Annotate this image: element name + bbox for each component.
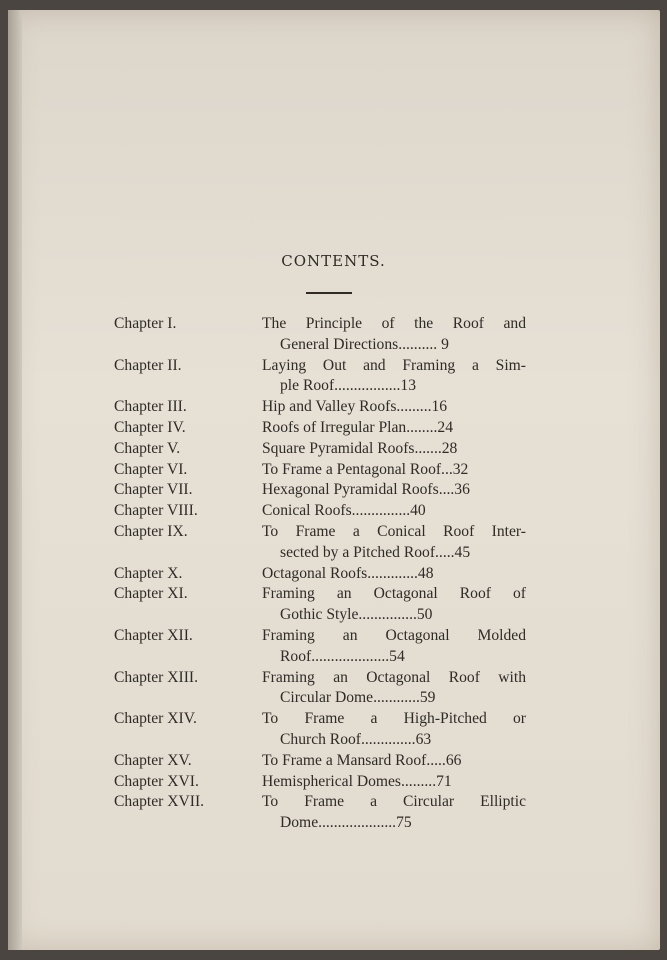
chapter-title-line: Framing an Octagonal Roof with xyxy=(262,668,526,686)
chapter-title-line: Roof....................54 xyxy=(280,647,405,665)
chapter-title-line: Circular Dome............59 xyxy=(280,689,436,707)
chapter-label: Chapter XV. xyxy=(114,751,192,769)
chapter-label: Chapter IX. xyxy=(114,522,188,540)
toc-entry xyxy=(0,709,667,751)
toc-entry xyxy=(0,584,667,626)
toc-entry xyxy=(0,501,667,522)
chapter-label: Chapter XIV. xyxy=(114,710,197,728)
chapter-title-line: Framing an Octagonal Roof of xyxy=(262,585,526,603)
chapter-label: Chapter VIII. xyxy=(114,502,198,520)
chapter-title-line: Hemispherical Domes.........71 xyxy=(262,772,452,790)
toc-entry xyxy=(0,668,667,710)
chapter-title-line: Dome....................75 xyxy=(280,814,412,832)
chapter-title-line: Hexagonal Pyramidal Roofs....36 xyxy=(262,481,470,499)
chapter-label: Chapter XI. xyxy=(114,585,188,603)
chapter-title-line: To Frame a Conical Roof Inter- xyxy=(262,522,526,540)
chapter-label: Chapter VII. xyxy=(114,481,193,499)
table-of-contents xyxy=(0,314,667,834)
chapter-title-line: Gothic Style...............50 xyxy=(280,606,433,624)
chapter-title-line: Hip and Valley Roofs.........16 xyxy=(262,398,448,416)
toc-entry xyxy=(0,314,667,356)
chapter-title-line: To Frame a High-Pitched or xyxy=(262,710,526,728)
chapter-label: Chapter XIII. xyxy=(114,668,198,686)
chapter-title-line: ple Roof.................13 xyxy=(280,377,417,395)
chapter-title-line: Roofs of Irregular Plan........24 xyxy=(262,418,453,436)
chapter-label: Chapter XVII. xyxy=(114,793,205,811)
toc-entry xyxy=(0,751,667,772)
toc-entry xyxy=(0,418,667,439)
page-title: CONTENTS. xyxy=(281,252,386,270)
chapter-title-line: Octagonal Roofs.............48 xyxy=(262,564,434,582)
chapter-label: Chapter XVI. xyxy=(114,772,199,790)
toc-entry xyxy=(0,439,667,460)
title-rule xyxy=(306,292,352,294)
toc-entry xyxy=(0,522,667,564)
toc-entry xyxy=(0,480,667,501)
toc-entry xyxy=(0,626,667,668)
toc-entry xyxy=(0,356,667,398)
chapter-label: Chapter VI. xyxy=(114,460,188,478)
toc-entry xyxy=(0,564,667,585)
chapter-title-line: Framing an Octagonal Molded xyxy=(262,626,526,644)
chapter-title-line: To Frame a Circular Elliptic xyxy=(262,793,526,811)
chapter-title-line: Laying Out and Framing a Sim- xyxy=(262,356,526,374)
toc-entry xyxy=(0,460,667,481)
chapter-label: Chapter X. xyxy=(114,564,183,582)
toc-entry xyxy=(0,772,667,793)
chapter-label: Chapter I. xyxy=(114,315,177,332)
chapter-title-line: To Frame a Pentagonal Roof...32 xyxy=(262,460,469,478)
chapter-title-line: Church Roof..............63 xyxy=(280,730,432,748)
toc-entry xyxy=(0,792,667,834)
chapter-label: Chapter II. xyxy=(114,356,182,374)
toc-entry xyxy=(0,397,667,418)
chapter-title-line: sected by a Pitched Roof.....45 xyxy=(280,543,471,561)
chapter-title-line: General Directions.......... 9 xyxy=(280,335,449,353)
chapter-title-line: Square Pyramidal Roofs.......28 xyxy=(262,439,458,457)
chapter-label: Chapter XII. xyxy=(114,626,193,644)
chapter-title-line: The Principle of the Roof and xyxy=(262,315,526,332)
chapter-label: Chapter V. xyxy=(114,439,181,457)
chapter-title-line: Conical Roofs...............40 xyxy=(262,502,426,520)
chapter-label: Chapter IV. xyxy=(114,418,186,436)
chapter-title-line: To Frame a Mansard Roof.....66 xyxy=(262,751,462,769)
chapter-label: Chapter III. xyxy=(114,398,187,416)
